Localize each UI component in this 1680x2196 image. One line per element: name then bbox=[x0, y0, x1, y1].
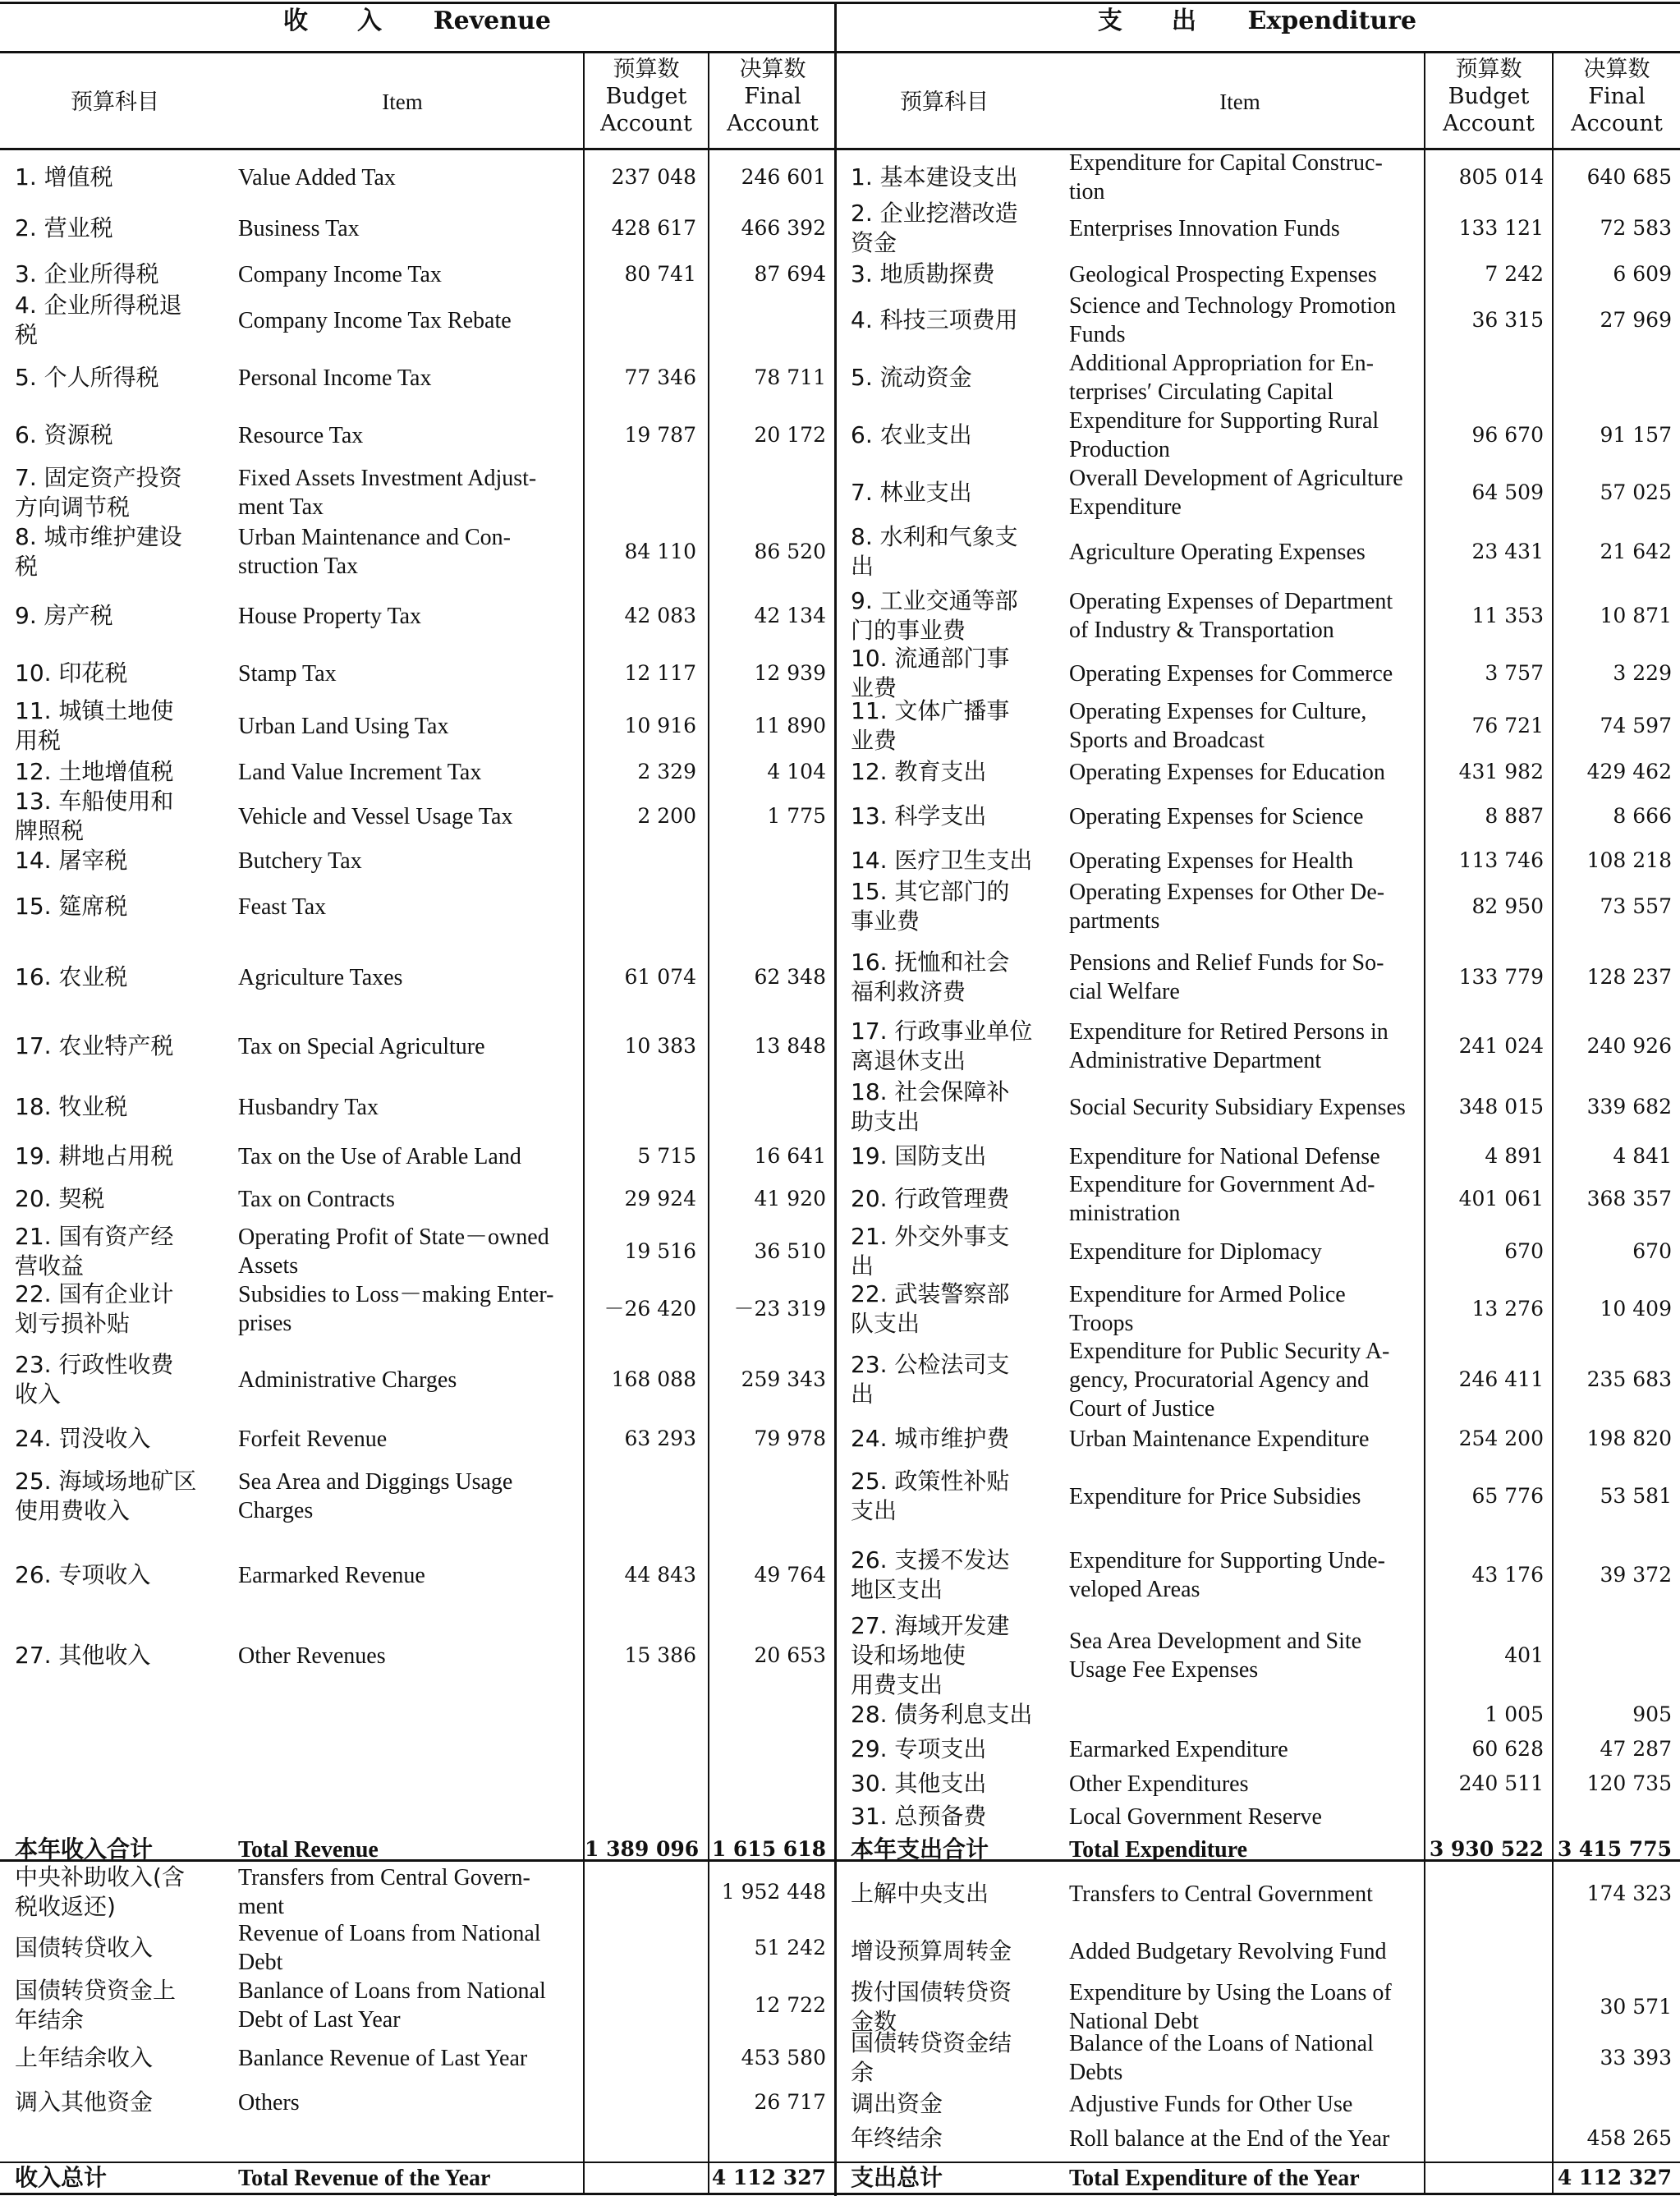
rev-item: Other Revenues bbox=[238, 1642, 386, 1669]
exp-item: Operating Expenses for Education bbox=[1069, 759, 1385, 785]
expenditure-title-en: Expenditure bbox=[1247, 7, 1417, 35]
exp-budget: 76 721 bbox=[1471, 714, 1544, 737]
exp-budget: 36 315 bbox=[1471, 308, 1544, 332]
rev-item: Tax on the Use of Arable Land bbox=[238, 1143, 521, 1169]
exp-budget: 11 353 bbox=[1471, 604, 1544, 627]
exp-subject: 3. 地质勘探费 bbox=[851, 260, 995, 287]
exp-budget: 65 776 bbox=[1471, 1484, 1544, 1508]
exp-subject: 10. 流通部门事 业费 bbox=[851, 645, 1010, 701]
rev-final: 36 510 bbox=[754, 1239, 826, 1263]
exp-subject: 上解中央支出 bbox=[851, 1880, 989, 1907]
exp-final: 128 237 bbox=[1586, 965, 1672, 989]
exp-subject: 5. 流动资金 bbox=[851, 364, 972, 391]
exp-final: 670 bbox=[1632, 1239, 1672, 1263]
rev-item: Resource Tax bbox=[238, 422, 364, 448]
rule-title bbox=[0, 51, 1680, 53]
exp-budget: 805 014 bbox=[1458, 165, 1544, 189]
rev-subject: 20. 契税 bbox=[15, 1185, 105, 1212]
exp-item: Overall Development of Agriculture Expenditure bbox=[1069, 466, 1403, 520]
exp-final: 429 462 bbox=[1586, 760, 1672, 783]
rev-budget: 168 088 bbox=[611, 1367, 696, 1391]
rev-final: 1 952 448 bbox=[721, 1880, 826, 1904]
rev-subject: 12. 土地增值税 bbox=[15, 758, 174, 785]
rev-subject: 收入总计 bbox=[15, 2164, 108, 2191]
exp-item: Transfers to Central Government bbox=[1069, 1881, 1373, 1907]
exp-item: Operating Expenses for Health bbox=[1069, 848, 1353, 874]
rev-final: 12 939 bbox=[754, 661, 826, 685]
rev-item: Stamp Tax bbox=[238, 660, 337, 687]
exp-subject: 13. 科学支出 bbox=[851, 802, 987, 829]
exp-budget: 401 bbox=[1504, 1643, 1544, 1667]
exp-budget: 246 411 bbox=[1458, 1367, 1544, 1391]
exp-subject: 11. 文体广播事 业费 bbox=[851, 697, 1010, 754]
exp-item: Total Expenditure bbox=[1069, 1836, 1248, 1863]
rev-subject: 27. 其他收入 bbox=[15, 1642, 151, 1669]
rev-item: Feast Tax bbox=[238, 894, 327, 920]
rev-subject: 21. 国有资产经 营收益 bbox=[15, 1223, 174, 1279]
exp-item: Expenditure for Supporting Rural Production bbox=[1069, 408, 1379, 462]
rev-subject: 26. 专项收入 bbox=[15, 1561, 151, 1588]
exp-subject: 7. 林业支出 bbox=[851, 479, 972, 506]
exp-item: Operating Expenses for Science bbox=[1069, 803, 1364, 829]
exp-subject: 本年支出合计 bbox=[851, 1835, 989, 1863]
exp-final: 240 926 bbox=[1586, 1034, 1672, 1058]
exp-final: 91 157 bbox=[1600, 423, 1672, 447]
expenditure-title-zh: 支 出 bbox=[1097, 7, 1196, 35]
exp-subject: 9. 工业交通等部 门的事业费 bbox=[851, 587, 1018, 644]
exp-item: Expenditure for Diplomacy bbox=[1069, 1238, 1322, 1265]
rev-item: Earmarked Revenue bbox=[238, 1562, 425, 1588]
exp-item: Geological Prospecting Expenses bbox=[1069, 261, 1377, 287]
rule-top bbox=[0, 2, 1680, 4]
rev-subject: 22. 国有企业计 划亏损补贴 bbox=[15, 1280, 174, 1337]
exp-final: 458 265 bbox=[1586, 2126, 1672, 2150]
rev-subject: 调入其他资金 bbox=[15, 2088, 154, 2116]
exp-item: Expenditure for Government Ad- ministration bbox=[1069, 1172, 1375, 1226]
rev-subject: 11. 城镇土地使 用税 bbox=[15, 697, 174, 754]
rev-item: House Property Tax bbox=[238, 603, 422, 629]
exp-item: Operating Expenses for Commerce bbox=[1069, 660, 1393, 687]
exp-item: Other Expenditures bbox=[1069, 1771, 1249, 1797]
exp-item: Pensions and Relief Funds for So- cial Welfare bbox=[1069, 950, 1384, 1004]
rev-final: 466 392 bbox=[741, 216, 826, 240]
exp-final: 53 581 bbox=[1600, 1484, 1672, 1508]
exp-item: Roll balance at the End of the Year bbox=[1069, 2125, 1390, 2152]
rev-item: Butchery Tax bbox=[238, 848, 362, 874]
expenditure-header-final: 决算数 Final Account bbox=[1571, 57, 1663, 136]
rev-final: 26 717 bbox=[754, 2090, 826, 2114]
rev-budget: 84 110 bbox=[624, 540, 696, 563]
exp-subject: 调出资金 bbox=[851, 2090, 943, 2117]
rev-subject: 14. 屠宰税 bbox=[15, 847, 128, 874]
exp-budget: 133 121 bbox=[1458, 216, 1544, 240]
revenue-title-zh: 收 入 bbox=[283, 7, 383, 35]
exp-subject: 31. 总预备费 bbox=[851, 1803, 987, 1830]
rev-subject: 3. 企业所得税 bbox=[15, 260, 159, 287]
exp-item: Earmarked Expenditure bbox=[1069, 1736, 1288, 1762]
rev-item: Fixed Assets Investment Adjust- ment Tax bbox=[238, 466, 537, 520]
rev-budget: 42 083 bbox=[624, 604, 696, 627]
rev-subject: 13. 车船使用和 牌照税 bbox=[15, 788, 174, 844]
rev-final: 20 653 bbox=[754, 1643, 826, 1667]
rev-final: 4 104 bbox=[767, 760, 826, 783]
exp-budget: 348 015 bbox=[1458, 1095, 1544, 1119]
rev-item: Business Tax bbox=[238, 215, 360, 241]
exp-subject: 19. 国防支出 bbox=[851, 1142, 987, 1169]
rev-final: 259 343 bbox=[741, 1367, 826, 1391]
rev-subject: 6. 资源税 bbox=[15, 421, 113, 448]
exp-subject: 30. 其他支出 bbox=[851, 1770, 987, 1797]
rev-subject: 8. 城市维护建设 税 bbox=[15, 523, 182, 580]
exp-final: 368 357 bbox=[1586, 1187, 1672, 1211]
exp-subject: 1. 基本建设支出 bbox=[851, 163, 1018, 191]
exp-subject: 23. 公检法司支 出 bbox=[851, 1351, 1010, 1408]
exp-item: Operating Expenses of Department of Industry & Transportation bbox=[1069, 589, 1393, 643]
rev-item: Tax on Contracts bbox=[238, 1186, 395, 1212]
exp-subject: 16. 抚恤和社会 福利救济费 bbox=[851, 949, 1010, 1005]
exp-final: 39 372 bbox=[1600, 1563, 1672, 1587]
exp-budget: 60 628 bbox=[1471, 1737, 1544, 1761]
rev-final: 42 134 bbox=[754, 604, 826, 627]
exp-subject: 24. 城市维护费 bbox=[851, 1425, 1010, 1452]
rev-budget: 77 346 bbox=[624, 365, 696, 389]
exp-item: Agriculture Operating Expenses bbox=[1069, 539, 1366, 565]
exp-subject: 21. 外交外事支 出 bbox=[851, 1223, 1010, 1279]
exp-budget: 64 509 bbox=[1471, 480, 1544, 504]
rev-budget: 1 389 096 bbox=[585, 1837, 700, 1861]
rev-item: Total Revenue of the Year bbox=[238, 2165, 491, 2191]
exp-item: Expenditure for Public Security A- gency, Procuratorial Agency and Court of Justice bbox=[1069, 1338, 1390, 1422]
exp-final: 4 841 bbox=[1613, 1144, 1672, 1168]
exp-item: Expenditure for Price Subsidies bbox=[1069, 1483, 1361, 1509]
exp-final: 3 415 775 bbox=[1557, 1837, 1672, 1861]
exp-final: 339 682 bbox=[1586, 1095, 1672, 1119]
rev-budget: 80 741 bbox=[624, 262, 696, 286]
rule-exp-final bbox=[1552, 51, 1554, 2194]
rev-budget: 5 715 bbox=[637, 1144, 696, 1168]
rev-subject: 1. 增值税 bbox=[15, 163, 113, 191]
exp-budget: 3 757 bbox=[1485, 661, 1544, 685]
exp-subject: 国债转贷资金结 余 bbox=[851, 2029, 1012, 2086]
rev-budget: 15 386 bbox=[624, 1643, 696, 1667]
rev-final: 12 722 bbox=[754, 1993, 826, 2017]
rev-budget: 19 516 bbox=[624, 1239, 696, 1263]
expenditure-header-item: Item bbox=[1219, 90, 1260, 114]
rev-subject: 4. 企业所得税退 税 bbox=[15, 292, 182, 348]
exp-final: 8 666 bbox=[1613, 804, 1672, 828]
exp-subject: 12. 教育支出 bbox=[851, 758, 987, 785]
exp-budget: 23 431 bbox=[1471, 540, 1544, 563]
exp-subject: 20. 行政管理费 bbox=[851, 1185, 1010, 1212]
rev-item: Revenue of Loans from National Debt bbox=[238, 1921, 541, 1975]
rev-subject: 15. 筵席税 bbox=[15, 893, 128, 920]
rev-subject: 上年结余收入 bbox=[15, 2044, 154, 2071]
rev-subject: 9. 房产税 bbox=[15, 602, 113, 629]
exp-item: Expenditure for Retired Persons in Administrative Department bbox=[1069, 1019, 1389, 1073]
rev-subject: 18. 牧业税 bbox=[15, 1093, 128, 1120]
rev-budget: 10 383 bbox=[624, 1034, 696, 1058]
rev-item: Urban Land Using Tax bbox=[238, 713, 449, 739]
rev-final: 246 601 bbox=[741, 165, 826, 189]
rev-item: Urban Maintenance and Con- struction Tax bbox=[238, 525, 511, 579]
revenue-title-en: Revenue bbox=[433, 7, 551, 35]
rev-subject: 23. 行政性收费 收入 bbox=[15, 1351, 174, 1408]
rule-header bbox=[0, 148, 1680, 150]
rev-budget: 10 916 bbox=[624, 714, 696, 737]
rev-item: Transfers from Central Govern- ment bbox=[238, 1865, 530, 1919]
rev-item: Others bbox=[238, 2089, 300, 2116]
revenue-section-title bbox=[0, 7, 834, 36]
rev-budget: 29 924 bbox=[624, 1187, 696, 1211]
rev-item: Total Revenue bbox=[238, 1836, 379, 1863]
exp-item: Additional Appropriation for En- terprises′ Circulating Capital bbox=[1069, 351, 1374, 405]
rev-subject: 国债转贷收入 bbox=[15, 1934, 154, 1961]
expenditure-section-title bbox=[834, 7, 1680, 36]
exp-budget: 13 276 bbox=[1471, 1297, 1544, 1321]
rev-subject: 2. 营业税 bbox=[15, 214, 113, 241]
exp-final: 120 735 bbox=[1586, 1771, 1672, 1795]
exp-item: Balance of the Loans of National Debts bbox=[1069, 2031, 1374, 2085]
rev-subject: 17. 农业特产税 bbox=[15, 1032, 174, 1059]
exp-item: Operating Expenses for Culture, Sports and Broadcast bbox=[1069, 699, 1367, 753]
rev-final: 49 764 bbox=[754, 1563, 826, 1587]
revenue-header-final: 决算数 Final Account bbox=[727, 57, 819, 136]
revenue-header-budget: 预算数 Budget Account bbox=[600, 57, 692, 136]
rev-final: 51 242 bbox=[754, 1936, 826, 1959]
exp-item: Expenditure for Supporting Unde- veloped Areas bbox=[1069, 1548, 1385, 1602]
rev-budget: 12 117 bbox=[624, 661, 696, 685]
rev-budget: 44 843 bbox=[624, 1563, 696, 1587]
rev-final: 1 775 bbox=[767, 804, 826, 828]
exp-subject: 4. 科技三项费用 bbox=[851, 306, 1018, 333]
exp-budget: 7 242 bbox=[1485, 262, 1544, 286]
rev-item: Subsidies to Loss－making Enter- prises bbox=[238, 1282, 554, 1336]
exp-subject: 26. 支援不发达 地区支出 bbox=[851, 1546, 1010, 1603]
rev-budget: －26 420 bbox=[604, 1297, 696, 1321]
rev-item: Land Value Increment Tax bbox=[238, 759, 482, 785]
exp-final: 235 683 bbox=[1586, 1367, 1672, 1391]
rev-budget: 2 329 bbox=[637, 760, 696, 783]
exp-item: Enterprises Innovation Funds bbox=[1069, 215, 1340, 241]
exp-item: Social Security Subsidiary Expenses bbox=[1069, 1094, 1406, 1120]
expenditure-header-budget: 预算数 Budget Account bbox=[1443, 57, 1535, 136]
rev-budget: 2 200 bbox=[637, 804, 696, 828]
exp-final: 640 685 bbox=[1586, 165, 1672, 189]
exp-final: 6 609 bbox=[1613, 262, 1672, 286]
exp-final: 30 571 bbox=[1600, 1995, 1672, 2019]
rev-subject: 5. 个人所得税 bbox=[15, 364, 159, 391]
exp-budget: 4 891 bbox=[1485, 1144, 1544, 1168]
exp-subject: 8. 水利和气象支 出 bbox=[851, 523, 1018, 580]
rev-item: Husbandry Tax bbox=[238, 1094, 379, 1120]
exp-final: 33 393 bbox=[1600, 2046, 1672, 2070]
exp-item: Adjustive Funds for Other Use bbox=[1069, 2091, 1353, 2117]
exp-final: 27 969 bbox=[1600, 308, 1672, 332]
rev-budget: 61 074 bbox=[624, 965, 696, 989]
rule-center bbox=[834, 2, 837, 2196]
rev-item: Operating Profit of State－owned Assets bbox=[238, 1224, 549, 1279]
exp-budget: 3 930 522 bbox=[1429, 1837, 1544, 1861]
rev-item: Agriculture Taxes bbox=[238, 964, 403, 990]
rev-item: Personal Income Tax bbox=[238, 365, 432, 391]
exp-item: Added Budgetary Revolving Fund bbox=[1069, 1938, 1387, 1964]
exp-final: 47 287 bbox=[1600, 1737, 1672, 1761]
rev-final: 87 694 bbox=[754, 262, 826, 286]
exp-budget: 241 024 bbox=[1458, 1034, 1544, 1058]
exp-budget: 254 200 bbox=[1458, 1426, 1544, 1450]
rev-item: Vehicle and Vessel Usage Tax bbox=[238, 803, 513, 829]
exp-final: 198 820 bbox=[1586, 1426, 1672, 1450]
rev-budget: 63 293 bbox=[624, 1426, 696, 1450]
rev-subject: 16. 农业税 bbox=[15, 963, 128, 990]
exp-subject: 28. 债务利息支出 bbox=[851, 1701, 1033, 1728]
rev-item: Administrative Charges bbox=[238, 1367, 457, 1393]
exp-budget: 431 982 bbox=[1458, 760, 1544, 783]
exp-final: 57 025 bbox=[1600, 480, 1672, 504]
exp-item: Expenditure by Using the Loans of National Debt bbox=[1069, 1980, 1392, 2034]
exp-final: 10 409 bbox=[1600, 1297, 1672, 1321]
exp-final: 174 323 bbox=[1586, 1881, 1672, 1905]
exp-subject: 2. 企业挖潜改造 资金 bbox=[851, 200, 1018, 256]
rev-subject: 19. 耕地占用税 bbox=[15, 1142, 174, 1169]
exp-final: 74 597 bbox=[1600, 714, 1672, 737]
revenue-header-item: Item bbox=[382, 90, 423, 114]
rev-final: 13 848 bbox=[754, 1034, 826, 1058]
exp-subject: 拨付国债转贷资 金数 bbox=[851, 1978, 1012, 2035]
rev-final: 62 348 bbox=[754, 965, 826, 989]
exp-budget: 240 511 bbox=[1458, 1771, 1544, 1795]
exp-subject: 29. 专项支出 bbox=[851, 1735, 987, 1762]
exp-subject: 18. 社会保障补 助支出 bbox=[851, 1078, 1010, 1135]
rev-item: Forfeit Revenue bbox=[238, 1426, 388, 1452]
rev-item: Sea Area and Diggings Usage Charges bbox=[238, 1469, 513, 1523]
exp-item: Total Expenditure of the Year bbox=[1069, 2165, 1360, 2191]
exp-subject: 支出总计 bbox=[851, 2164, 943, 2191]
rev-final: －23 319 bbox=[733, 1297, 826, 1321]
exp-budget: 133 779 bbox=[1458, 965, 1544, 989]
revenue-header-subject: 预算科目 bbox=[71, 90, 159, 115]
rev-item: Value Added Tax bbox=[238, 164, 396, 191]
rev-subject: 7. 固定资产投资 方向调节税 bbox=[15, 464, 182, 521]
rev-budget: 237 048 bbox=[611, 165, 696, 189]
rev-item: Company Income Tax bbox=[238, 261, 442, 287]
exp-budget: 82 950 bbox=[1471, 894, 1544, 918]
exp-final: 10 871 bbox=[1600, 604, 1672, 627]
exp-budget: 8 887 bbox=[1485, 804, 1544, 828]
rev-final: 11 890 bbox=[754, 714, 826, 737]
exp-final: 3 229 bbox=[1613, 661, 1672, 685]
exp-final: 21 642 bbox=[1600, 540, 1672, 563]
exp-subject: 25. 政策性补贴 支出 bbox=[851, 1468, 1010, 1524]
exp-item: Local Government Reserve bbox=[1069, 1803, 1322, 1830]
exp-budget: 670 bbox=[1504, 1239, 1544, 1263]
rev-subject: 本年收入合计 bbox=[15, 1835, 154, 1863]
exp-subject: 17. 行政事业单位 离退休支出 bbox=[851, 1018, 1033, 1074]
rev-final: 20 172 bbox=[754, 423, 826, 447]
rev-final: 86 520 bbox=[754, 540, 826, 563]
exp-subject: 增设预算周转金 bbox=[851, 1937, 1012, 1964]
rule-exp-budget bbox=[1424, 51, 1425, 2194]
rev-subject: 10. 印花税 bbox=[15, 659, 128, 687]
rev-subject: 25. 海域场地矿区 使用费收入 bbox=[15, 1468, 197, 1524]
rev-budget: 428 617 bbox=[611, 216, 696, 240]
rev-final: 16 641 bbox=[754, 1144, 826, 1168]
rule-rev-final bbox=[708, 51, 709, 2194]
exp-subject: 年终结余 bbox=[851, 2125, 943, 2152]
exp-final: 108 218 bbox=[1586, 848, 1672, 872]
exp-final: 72 583 bbox=[1600, 216, 1672, 240]
exp-final: 905 bbox=[1632, 1702, 1672, 1726]
exp-item: Expenditure for National Defense bbox=[1069, 1143, 1380, 1169]
exp-budget: 113 746 bbox=[1458, 848, 1544, 872]
exp-subject: 27. 海域开发建 设和场地使 用费支出 bbox=[851, 1612, 1010, 1698]
exp-budget: 43 176 bbox=[1471, 1563, 1544, 1587]
rev-item: Tax on Special Agriculture bbox=[238, 1033, 485, 1059]
rev-final: 453 580 bbox=[741, 2046, 826, 2070]
rev-subject: 24. 罚没收入 bbox=[15, 1425, 151, 1452]
exp-budget: 96 670 bbox=[1471, 423, 1544, 447]
rev-item: Company Income Tax Rebate bbox=[238, 307, 512, 333]
exp-item: Science and Technology Promotion Funds bbox=[1069, 293, 1397, 347]
exp-final: 4 112 327 bbox=[1557, 2166, 1672, 2189]
exp-subject: 6. 农业支出 bbox=[851, 421, 972, 448]
rev-final: 1 615 618 bbox=[711, 1837, 826, 1861]
exp-subject: 14. 医疗卫生支出 bbox=[851, 847, 1033, 874]
rev-subject: 中央补助收入(含 税收返还) bbox=[15, 1863, 185, 1920]
exp-item: Operating Expenses for Other De- partments bbox=[1069, 880, 1385, 934]
rev-final: 79 978 bbox=[754, 1426, 826, 1450]
rule-bottom bbox=[0, 2193, 1680, 2195]
expenditure-header-subject: 预算科目 bbox=[900, 90, 989, 115]
exp-subject: 22. 武装警察部 队支出 bbox=[851, 1280, 1010, 1337]
rev-subject: 国债转贷资金上 年结余 bbox=[15, 1977, 177, 2033]
rev-final: 4 112 327 bbox=[711, 2166, 826, 2189]
exp-item: Sea Area Development and Site Usage Fee Expenses bbox=[1069, 1629, 1362, 1683]
exp-item: Expenditure for Armed Police Troops bbox=[1069, 1282, 1346, 1336]
exp-item: Expenditure for Capital Construc- tion bbox=[1069, 150, 1383, 204]
exp-subject: 15. 其它部门的 事业费 bbox=[851, 878, 1010, 935]
exp-budget: 1 005 bbox=[1485, 1702, 1544, 1726]
rev-final: 78 711 bbox=[754, 365, 826, 389]
exp-final: 73 557 bbox=[1600, 894, 1672, 918]
rev-budget: 19 787 bbox=[624, 423, 696, 447]
exp-item: Urban Maintenance Expenditure bbox=[1069, 1426, 1370, 1452]
rev-final: 41 920 bbox=[754, 1187, 826, 1211]
exp-budget: 401 061 bbox=[1458, 1187, 1544, 1211]
rev-item: Banlance of Loans from National Debt of Last Year bbox=[238, 1978, 546, 2033]
rev-item: Banlance Revenue of Last Year bbox=[238, 2045, 528, 2071]
